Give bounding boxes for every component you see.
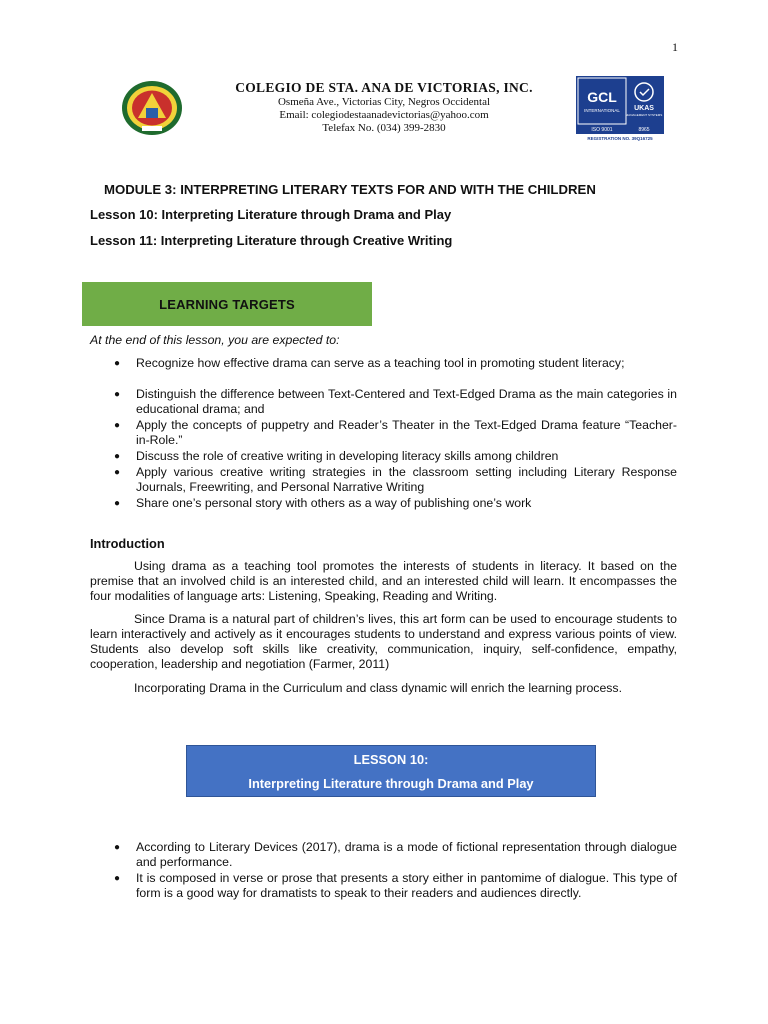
list-item	[114, 449, 677, 464]
list-item	[114, 840, 677, 870]
lesson10-banner-label: LESSON 10:	[353, 752, 429, 767]
school-seal-logo	[120, 80, 184, 136]
lesson10-title: Lesson 10: Interpreting Literature through Drama and Play	[90, 207, 452, 222]
list-item	[114, 465, 677, 495]
list-item	[114, 356, 677, 371]
learning-targets-intro: At the end of this lesson, you are expected to:	[90, 333, 340, 347]
bullet-icon: ●	[114, 842, 121, 853]
registration-text: REGISTRATION NO. 39Q16725	[587, 136, 653, 141]
bullet-icon: ●	[114, 451, 121, 462]
bullet-icon: ●	[114, 358, 121, 369]
bullet-icon: ●	[114, 873, 121, 884]
page-number: 1	[672, 40, 678, 54]
bullet-icon: ●	[114, 420, 121, 431]
list-item	[114, 418, 677, 448]
iso-certification-logo	[576, 76, 664, 142]
introduction-heading: Introduction	[90, 536, 165, 551]
list-item-text: According to Literary Devices (2017), drama is a mode of fictional representation through dialogue and performance.	[136, 840, 677, 869]
list-item-text: It is composed in verse or prose that presents a story either in pantomime of dialogue. This type of form is a good way for dramatists to speak to their readers and audiences directly.	[136, 871, 677, 900]
school-name: COLEGIO DE STA. ANA DE VICTORIAS, INC.	[235, 80, 533, 95]
bullet-icon: ●	[114, 498, 121, 509]
list-item-text: Apply the concepts of puppetry and Reader’s Theater in the Text-Edged Drama feature “Teacher-in-Role.”	[136, 418, 677, 447]
list-item	[114, 871, 677, 901]
gcl-brand-text: GCL	[587, 89, 617, 105]
school-header	[180, 80, 588, 135]
school-address: Osmeña Ave., Victorias City, Negros Occidental	[277, 96, 491, 108]
list-item	[114, 387, 677, 417]
intro-paragraph: Since Drama is a natural part of children’s lives, this art form can be used to encourage students to learn interactively and actively as it encourages students to understand and express various points of view. Students also develop soft skills like creativity, communication, inquiry, self-confidence, empathy, cooperation, leadership and negotiation (Farmer, 2011)	[90, 612, 677, 671]
bullet-icon: ●	[114, 389, 121, 400]
iso-text: ISO 9001	[591, 127, 613, 133]
school-email: Email: colegiodestaanadevictorias@yahoo.com	[279, 109, 489, 121]
bullet-icon: ●	[114, 467, 121, 478]
intro-paragraph: Incorporating Drama in the Curriculum and class dynamic will enrich the learning process.	[134, 681, 622, 695]
cert-code-text: 8965	[638, 127, 650, 133]
school-telefax: Telefax No. (034) 399-2830	[322, 122, 446, 134]
list-item-text: Distinguish the difference between Text-Centered and Text-Edged Drama as the main categories in educational drama; and	[136, 387, 677, 416]
lesson10-banner-title: Interpreting Literature through Drama and Play	[248, 776, 534, 791]
learning-targets-label: LEARNING TARGETS	[159, 296, 295, 312]
list-item-text: Recognize how effective drama can serve as a teaching tool in promoting student literacy;	[136, 356, 625, 370]
gcl-sub-text: INTERNATIONAL	[584, 108, 620, 113]
module-title: MODULE 3: INTERPRETING LITERARY TEXTS FOR AND WITH THE CHILDREN	[104, 182, 596, 197]
learning-targets-banner	[82, 282, 372, 326]
list-item	[114, 496, 677, 511]
lesson11-title: Lesson 11: Interpreting Literature through Creative Writing	[90, 233, 453, 248]
list-item-text: Share one’s personal story with others as a way of publishing one’s work	[136, 496, 532, 510]
lesson10-banner	[186, 745, 596, 797]
ukas-sub-text: MANAGEMENT SYSTEMS	[625, 113, 663, 117]
list-item-text: Discuss the role of creative writing in developing literacy skills among children	[136, 449, 559, 463]
ukas-text: UKAS	[634, 105, 654, 112]
intro-paragraph: Using drama as a teaching tool promotes the interests of students in literacy. It based on the premise that an involved child is an interested child, and an interested child will learn. It encompasses the four modalities of language arts: Listening, Speaking, Reading and Writing.	[90, 559, 677, 603]
list-item-text: Apply various creative writing strategies in the classroom setting including Literary Response Journals, Freewriting, and Personal Narrative Writing	[136, 465, 677, 494]
